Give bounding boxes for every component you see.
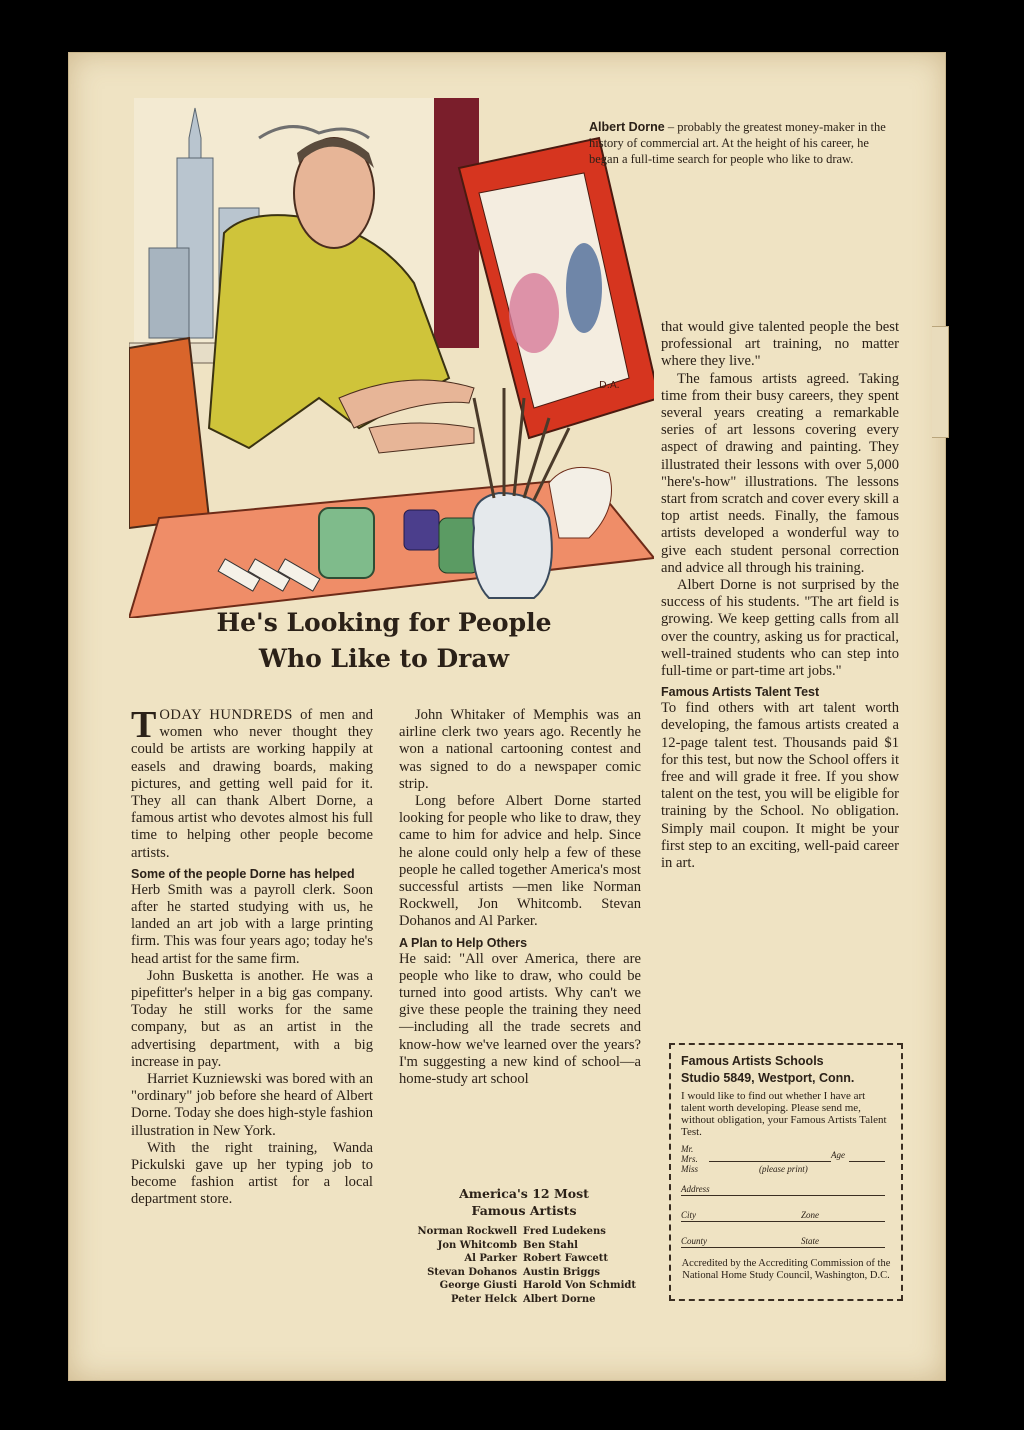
age-label: Age [831, 1150, 845, 1160]
col2-paragraph-1: John Whitaker of Memphis was an airline clerk two years ago. Recently he won a national cartooning contest and was signed to do a newspaper comic strip. [399, 707, 641, 792]
coupon-form [681, 1144, 891, 1248]
col3-paragraph-4: To find others with art talent worth developing, the famous artists created a 12-page talent test. Thousands paid $1 for this test, but now the School offers it free and will grade it free. If you show talent on the test, you will be eligible for training by the School. No obligation. Simply mail coupon. It might be your first step to an exciting, well-paid career in art. [661, 700, 899, 872]
artist-name: Al Parker [464, 1253, 517, 1265]
miss-label: Miss [681, 1164, 699, 1174]
zone-label: Zone [801, 1210, 819, 1220]
col3-paragraph-3: Albert Dorne is not surprised by the success of his students. "The art field is growing. We keep getting calls from all over the country, asking us for practical, well-trained students who can step into full-time or part-time art jobs." [661, 577, 899, 680]
page-edge-tab [932, 326, 949, 438]
col1-paragraph-4: Harriet Kuzniewski was bored with an "ordinary" job before she heard of Albert Dorne. Today she does high-style fashion illustration in New York. [131, 1071, 373, 1139]
please-print-label: (please print) [759, 1164, 808, 1174]
city-label: City [681, 1210, 696, 1220]
age-field-line[interactable] [849, 1161, 885, 1162]
headline-line-1: He's Looking for People [216, 608, 552, 637]
col3-paragraph-2: The famous artists agreed. Taking time from their busy careers, they spent several years creating a remarkable series of art lessons covering every aspect of drawing and painting. They illustrated their lessons with over 5,000 "here's-how" illustrations. The lessons start from scratch and cover every skill a top artist needs. Finally, the famous artists developed a wonderful way to give each student personal correction and advice all through his training. [661, 370, 899, 576]
col1-paragraph-2: Herb Smith was a payroll clerk. Soon after he started studying with us, he landed an art job with a large printing firm. This was four years ago; today he's head artist for the same firm. [131, 881, 373, 967]
caption-name: Albert Dorne [589, 120, 665, 134]
col2-paragraph-2: Long before Albert Dorne started looking for people who like to draw, they came to him for advice and help. Since he alone could only help a few of these people he called together America's most successful artists —men like Norman Rockwell, Jon Whitcomb. Stevan Dohanos and Al Parker. [399, 793, 641, 930]
artist-name: Jon Whitcomb [437, 1239, 517, 1251]
address-field[interactable] [681, 1178, 885, 1196]
mr-label: Mr. [681, 1144, 694, 1154]
artist-name: Robert Fawcett [523, 1253, 609, 1265]
artist-name: Stevan Dohanos [427, 1266, 517, 1278]
column-3 [661, 319, 899, 872]
artist-name: Harold Von Schmidt [523, 1280, 636, 1292]
artist-name: George Giusti [439, 1280, 517, 1292]
lead-small-caps: ODAY HUNDREDS [159, 707, 293, 723]
headline-line-2: Who Like to Draw [258, 644, 510, 673]
col1-paragraph-5: With the right training, Wanda Pickulski gave up her typing job to become fashion artist for a local department store. [131, 1139, 373, 1208]
accreditation-note: Accredited by the Accrediting Commission of the National Home Study Council, Washington, D.C. [681, 1258, 891, 1281]
subhead-plan: A Plan to Help Others [399, 935, 528, 950]
col1-paragraph-3: John Busketta is another. He was a pipefitter's helper in a big gas company. Today he still works for the same company, but as an artist in the advertising department, with a big increase in pay. [131, 967, 373, 1070]
artist-illustration [129, 98, 654, 618]
coupon-body: I would like to find out whether I have art talent worth developing. Please send me, without obligation, your Famous Artists Talent Test. [681, 1090, 887, 1138]
artists-names-grid [399, 1225, 649, 1307]
col1-paragraph-1: of men and women who never thought they could be artists are working happily at easels and drawing boards, making pictures, and getting well paid for it. They all can thank Albert Dorne, a famous artist who devotes almost his full time to helping other people become artists. [131, 707, 373, 861]
state-label: State [801, 1236, 819, 1246]
column-2 [399, 707, 641, 1088]
city-zone-field[interactable] [681, 1204, 885, 1222]
caption-text: – probably the greatest money-maker in the history of commercial art. At the height of his career, he began a full-time search for people who like to draw. [589, 120, 886, 166]
artist-name: Ben Stahl [523, 1239, 578, 1251]
artists-list-title-1: America's 12 Most [459, 1186, 589, 1201]
coupon-title-2: Studio 5849, Westport, Conn. [681, 1071, 855, 1085]
county-label: County [681, 1236, 707, 1246]
illustration-caption [589, 119, 889, 167]
county-state-field[interactable] [681, 1230, 885, 1248]
name-field-line[interactable] [709, 1161, 831, 1162]
artists-list-title-2: Famous Artists [471, 1203, 577, 1218]
col2-paragraph-3: He said: "All over America, there are people who like to draw, who could be turned into good artists. Why can't we give these people the training they need—including all the trade secrets and know-how we've learned over the years? I'm suggesting a new kind of school—a home-study art school [399, 950, 641, 1088]
artist-name: Austin Briggs [523, 1266, 600, 1278]
coupon-title-1: Famous Artists Schools [681, 1054, 824, 1068]
signature-text: D.A. [599, 380, 620, 391]
artist-name: Norman Rockwell [417, 1226, 517, 1237]
mrs-label: Mrs. [681, 1154, 698, 1164]
artist-name: Albert Dorne [523, 1293, 596, 1305]
drop-cap: T [131, 704, 157, 746]
artist-name: Peter Helck [451, 1293, 517, 1305]
mail-coupon[interactable] [669, 1043, 903, 1301]
address-label: Address [681, 1184, 710, 1194]
subhead-people-helped: Some of the people Dorne has helped [131, 866, 355, 881]
column-1 [131, 704, 373, 1209]
famous-artists-list [399, 1185, 649, 1307]
artist-name: Fred Ludekens [523, 1226, 606, 1237]
comic-back-cover-page [68, 52, 946, 1381]
col3-paragraph-1: that would give talented people the best professional art training, no matter where they live." [661, 319, 899, 370]
subhead-talent-test: Famous Artists Talent Test [661, 685, 820, 700]
headline [149, 605, 619, 677]
